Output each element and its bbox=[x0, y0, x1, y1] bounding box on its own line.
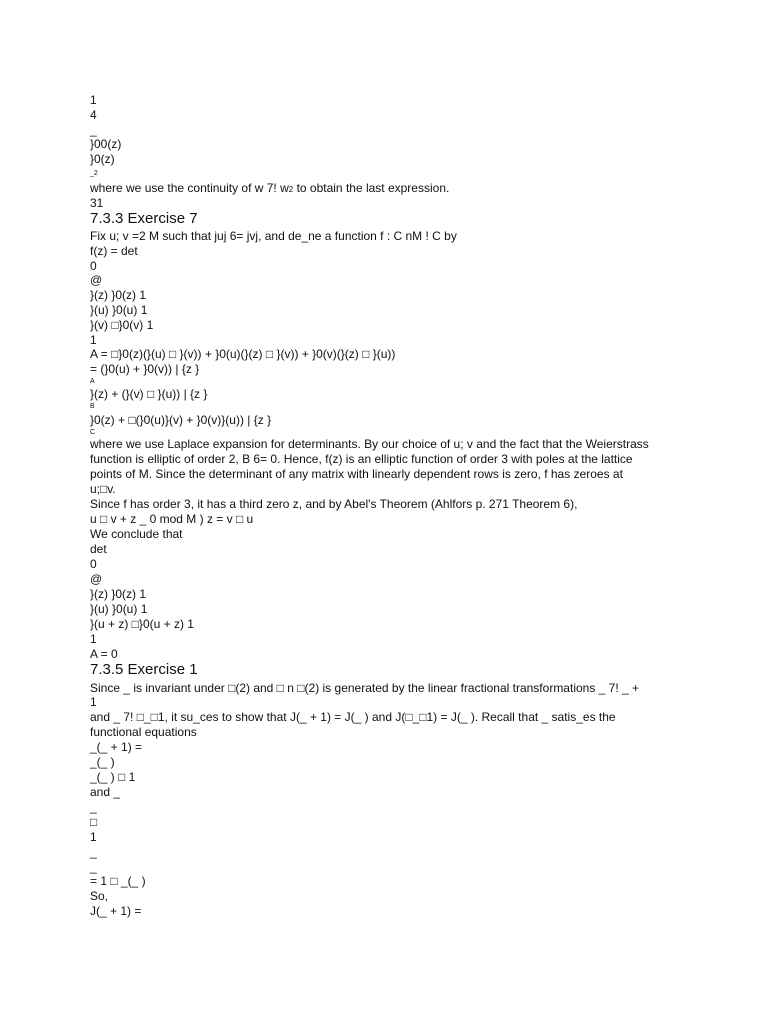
text-line: where we use Laplace expansion for determinants. By our choice of u; v and the fact that the Weierstrass bbox=[90, 437, 649, 451]
text-line: u;□v. bbox=[90, 482, 116, 496]
text-line: }(z) + (}(v) □ }(u)) | {z } bbox=[90, 387, 208, 401]
text-line: }(u) }0(u) 1 bbox=[90, 602, 148, 616]
text-line: So, bbox=[90, 889, 109, 903]
text-line: _(_ ) bbox=[90, 755, 115, 769]
text-line: }(v) □}0(v) 1 bbox=[90, 318, 154, 332]
text-line: 0 bbox=[90, 557, 97, 571]
text-line: and _ bbox=[90, 785, 121, 799]
text-line: _ bbox=[90, 860, 97, 874]
text-line: _ bbox=[90, 123, 97, 137]
text-line: 4 bbox=[90, 108, 97, 122]
underbrace-label: C bbox=[90, 429, 96, 436]
text-line: 1 bbox=[90, 830, 97, 844]
text-line: @ bbox=[90, 273, 103, 287]
text-line: _ bbox=[90, 800, 97, 814]
text-line: @ bbox=[90, 572, 103, 586]
subscript: 2 bbox=[288, 185, 294, 194]
text-line: Since f has order 3, it has a third zero z, and by Abel's Theorem (Ahlfors p. 271 Theorem 6), bbox=[90, 497, 578, 511]
text-line: }(z) }0(z) 1 bbox=[90, 587, 147, 601]
text-line: function is elliptic of order 2, B 6= 0. Hence, f(z) is an elliptic function of order 3 with poles at the lattice bbox=[90, 452, 633, 466]
text-line: u □ v + z _ 0 mod M ) z = v □ u bbox=[90, 512, 254, 526]
text-segment: to obtain the last expression. bbox=[293, 181, 450, 195]
text-line: = (}0(u) + }0(v)) | {z } bbox=[90, 362, 200, 376]
text-line: □ bbox=[90, 815, 98, 829]
text-line: Since _ is invariant under □(2) and □ n □(2) is generated by the linear fractional transformations _ 7! _ + bbox=[90, 681, 640, 695]
page-number: 31 bbox=[90, 196, 104, 210]
text-line: 1 bbox=[90, 632, 97, 646]
text-line: }0(z) bbox=[90, 152, 115, 166]
text-line: and _ 7! □_□1, it su_ces to show that J(_ + 1) = J(_ ) and J(□_□1) = J(_ ). Recall that _ satis_es the bbox=[90, 710, 616, 724]
text-line: A = 0 bbox=[90, 647, 118, 661]
text-line: f(z) = det bbox=[90, 244, 138, 258]
subscript-line: _2 bbox=[90, 170, 98, 177]
text-line: }(u + z) □}0(u + z) 1 bbox=[90, 617, 194, 631]
text-line: = 1 □ _(_ ) bbox=[90, 874, 146, 888]
text-line: 1 bbox=[90, 93, 97, 107]
underbrace-label: A bbox=[90, 378, 95, 385]
text-line: _ bbox=[90, 845, 97, 859]
text-segment: where we use the continuity of w 7! w bbox=[90, 181, 289, 195]
text-line bbox=[90, 181, 449, 197]
text-line: _(_ + 1) = bbox=[90, 740, 143, 754]
section-heading: 7.3.3 Exercise 7 bbox=[90, 210, 198, 227]
text-line: det bbox=[90, 542, 107, 556]
text-line: We conclude that bbox=[90, 527, 183, 541]
text-line: }0(z) + □(}0(u)}(v) + }0(v)}(u)) | {z } bbox=[90, 413, 272, 427]
text-line: }(z) }0(z) 1 bbox=[90, 288, 147, 302]
text-line: Fix u; v =2 M such that juj 6= jvj, and de_ne a function f : C nM ! C by bbox=[90, 229, 457, 243]
text-line: }(u) }0(u) 1 bbox=[90, 303, 148, 317]
text-line: 0 bbox=[90, 259, 97, 273]
text-line: 1 bbox=[90, 695, 97, 709]
text-line: points of M. Since the determinant of any matrix with linearly dependent rows is zero, f has zeroes at bbox=[90, 467, 623, 481]
text-line: functional equations bbox=[90, 725, 197, 739]
text-line: J(_ + 1) = bbox=[90, 904, 142, 918]
section-heading: 7.3.5 Exercise 1 bbox=[90, 661, 198, 678]
text-line: _(_ ) □ 1 bbox=[90, 770, 136, 784]
text-line: 1 bbox=[90, 333, 97, 347]
underbrace-label: B bbox=[90, 403, 95, 410]
text-line: }00(z) bbox=[90, 137, 122, 151]
text-line: A = □}0(z)(}(u) □ }(v)) + }0(u)(}(z) □ }(v)) + }0(v)(}(z) □ }(u)) bbox=[90, 347, 396, 361]
